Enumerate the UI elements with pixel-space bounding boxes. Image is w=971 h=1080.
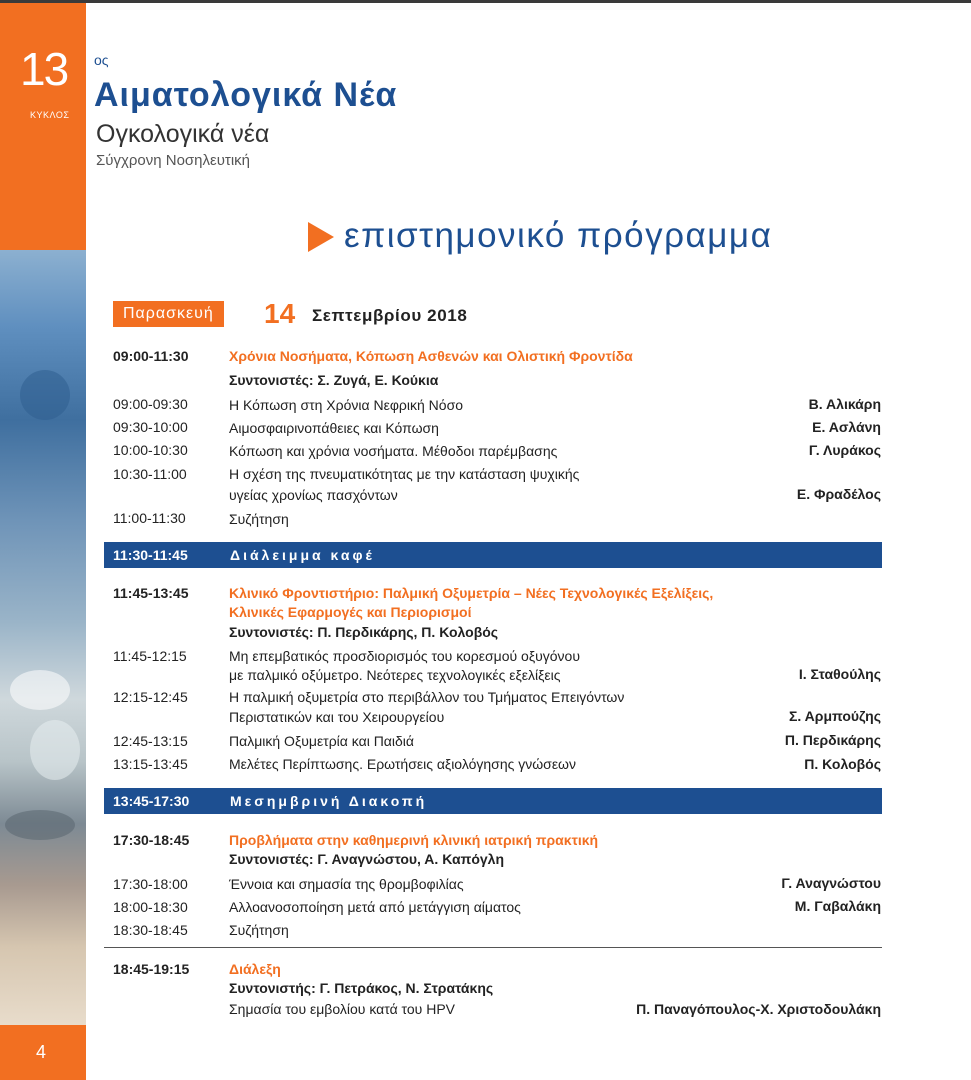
session-time: 18:45-19:15 xyxy=(113,961,190,977)
talk-speaker: Ι. Σταθούλης xyxy=(798,666,881,682)
page-subtitle: Ογκολογικά νέα xyxy=(96,120,270,148)
session-title: Προβλήματα στην καθημερινή κλινική ιατρική πρακτική xyxy=(229,832,599,848)
session-title-line1: Κλινικό Φροντιστήριο: Παλμική Οξυμετρία – Νέες Τεχνολογικές Εξελίξεις, xyxy=(229,585,714,601)
talk-title: Κόπωση και χρόνια νοσήματα. Μέθοδοι παρέμβασης xyxy=(229,443,558,459)
month-year: Σεπτεμβρίου 2018 xyxy=(312,306,468,325)
talk-time: 13:15-13:45 xyxy=(113,756,188,772)
talk-time: 09:30-10:00 xyxy=(113,419,188,435)
break-bar xyxy=(104,788,882,814)
talk-title-line2: υγείας χρονίως πασχόντων xyxy=(229,487,398,503)
talk-title-line1: Η παλμική οξυμετρία στο περιβάλλον του Τμήματος Επειγόντων xyxy=(229,689,625,705)
talk-time: 12:45-13:15 xyxy=(113,733,188,749)
talk-title: Παλμική Οξυμετρία και Παιδιά xyxy=(229,733,415,749)
page-title: Αιματολογικά Νέα xyxy=(94,76,398,114)
session-title-line2: Κλινικές Εφαρμογές και Περιορισμοί xyxy=(229,604,472,620)
break-bar xyxy=(104,542,882,568)
talk-time: 18:30-18:45 xyxy=(113,922,188,938)
ordinal-suffix: ος xyxy=(94,52,109,68)
cycle-number: 13 xyxy=(20,43,68,95)
weekday-badge: Παρασκευή xyxy=(113,301,224,327)
top-rule xyxy=(0,0,971,3)
section-divider xyxy=(104,947,882,948)
session-title: Χρόνια Νοσήματα, Κόπωση Ασθενών και Ολιστική Φροντίδα xyxy=(229,348,633,364)
talk-title-line2: Περιστατικών και του Χειρουργείου xyxy=(229,709,445,725)
break-label: Μεσημβρινή Διακοπή xyxy=(230,793,428,809)
watercolor-artwork xyxy=(0,250,86,1025)
session-time: 11:45-13:45 xyxy=(113,585,189,601)
talk-title: Έννοια και σημασία της θρομβοφιλίας xyxy=(229,876,464,892)
talk-speaker: Σ. Αρμπούζης xyxy=(789,708,881,724)
page-number: 4 xyxy=(36,1042,47,1062)
talk-speaker: Γ. Αναγνώστου xyxy=(781,875,881,891)
talk-speaker: Π. Παναγόπουλος-Χ. Χριστοδουλάκη xyxy=(636,1001,881,1017)
talk-time: 10:00-10:30 xyxy=(113,442,188,458)
talk-time: 17:30-18:00 xyxy=(113,876,188,892)
talk-time: 10:30-11:00 xyxy=(113,466,187,482)
date-number: 14 xyxy=(264,298,296,329)
session-title: Διάλεξη xyxy=(229,961,281,977)
talk-speaker: Μ. Γαβαλάκη xyxy=(794,898,881,914)
page-subsubtitle: Σύγχρονη Νοσηλευτική xyxy=(96,152,250,169)
talk-title: Η Κόπωση στη Χρόνια Νεφρική Νόσο xyxy=(229,397,463,413)
talk-time: 11:00-11:30 xyxy=(113,510,186,526)
cycle-block xyxy=(0,3,86,250)
talk-speaker: Π. Κολοβός xyxy=(804,756,881,772)
talk-speaker: Ε. Ασλάνη xyxy=(812,419,881,435)
talk-speaker: Π. Περδικάρης xyxy=(784,732,881,748)
talk-speaker: Γ. Λυράκος xyxy=(808,442,881,458)
talk-title: Αιμοσφαιρινοπάθειες και Κόπωση xyxy=(229,420,439,436)
talk-time: 18:00-18:30 xyxy=(113,899,188,915)
session-moderators: Συντονιστές: Γ. Αναγνώστου, Α. Καπόγλη xyxy=(229,851,504,867)
talk-title: Συζήτηση xyxy=(229,922,289,938)
talk-title-line2: με παλμικό οξύμετρο. Νεότερες τεχνολογικές εξελίξεις xyxy=(229,667,561,683)
talk-time: 11:45-12:15 xyxy=(113,648,187,664)
session-moderators: Συντονιστές: Π. Περδικάρης, Π. Κολοβός xyxy=(229,624,499,640)
break-label: Διάλειμμα καφέ xyxy=(230,547,375,563)
program-title: επιστημονικό πρόγραμμα xyxy=(344,216,773,255)
session-time: 17:30-18:45 xyxy=(113,832,190,848)
talk-time: 09:00-09:30 xyxy=(113,396,188,412)
talk-title-line1: Η σχέση της πνευματικότητας με την κατάσταση ψυχικής xyxy=(229,466,580,482)
break-time: 11:30-11:45 xyxy=(113,547,188,563)
play-arrow-icon xyxy=(308,222,334,252)
talk-time: 12:15-12:45 xyxy=(113,689,188,705)
talk-title: Συζήτηση xyxy=(229,511,289,527)
talk-speaker: Β. Αλικάρη xyxy=(808,396,881,412)
talk-speaker: Ε. Φραδέλος xyxy=(796,486,881,502)
session-time: 09:00-11:30 xyxy=(113,348,189,364)
talk-title: Σημασία του εμβολίου κατά του HPV xyxy=(229,1001,456,1017)
session-moderators: Συντονιστές: Σ. Ζυγά, Ε. Κούκια xyxy=(229,372,439,388)
break-time: 13:45-17:30 xyxy=(113,793,190,809)
cycle-label: ΚΥΚΛΟΣ xyxy=(30,110,70,120)
talk-title: Μελέτες Περίπτωσης. Ερωτήσεις αξιολόγησης γνώσεων xyxy=(229,756,576,772)
talk-title-line1: Μη επεμβατικός προσδιορισμός του κορεσμού οξυγόνου xyxy=(229,648,580,664)
talk-title: Αλλοανοσοποίηση μετά από μετάγγιση αίματος xyxy=(229,899,521,915)
session-moderators: Συντονιστής: Γ. Πετράκος, Ν. Στρατάκης xyxy=(229,980,494,996)
